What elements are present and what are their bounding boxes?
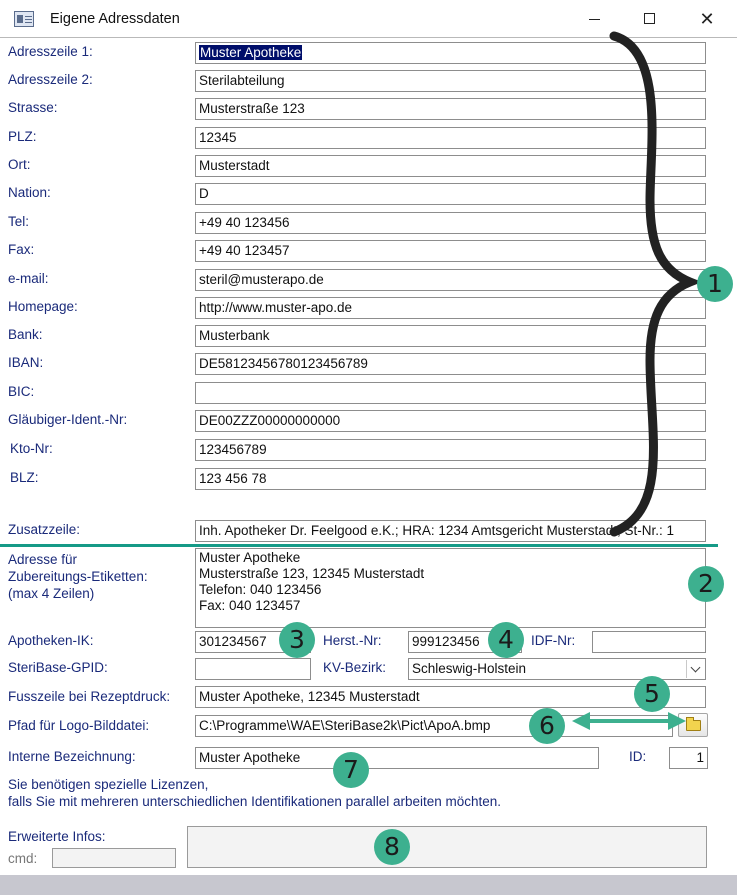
herst-nr-label: Herst.-Nr: — [323, 633, 382, 648]
lizenz-hinweis-line: falls Sie mit mehreren unterschiedlichen Identifikationen parallel arbeiten möchten. — [8, 794, 502, 809]
herst-nr-field[interactable]: 999123456 — [408, 631, 522, 653]
apotheken-ik-label: Apotheken-IK: — [8, 633, 94, 648]
fax-field[interactable]: +49 40 123457 — [195, 240, 706, 262]
bank-field[interactable]: Musterbank — [195, 325, 706, 347]
adresse-etiketten-label-line: Zubereitungs-Etiketten: — [8, 569, 148, 584]
steribase-gpid-label: SteriBase-GPID: — [8, 660, 108, 675]
id-label: ID: — [629, 749, 647, 764]
adresse-etiketten-line: Telefon: 040 123456 — [199, 582, 322, 597]
zusatzzeile-field[interactable]: Inh. Apotheker Dr. Feelgood e.K.; HRA: 1234 Amtsgericht Musterstadt; St-Nr.: 1 — [195, 520, 706, 542]
kv-bezirk-label: KV-Bezirk: — [323, 660, 387, 675]
adresszeile2-field[interactable]: Sterilabteilung — [195, 70, 706, 92]
ort-field[interactable]: Musterstadt — [195, 155, 706, 177]
kv-bezirk-value: Schleswig-Holstein — [412, 661, 527, 676]
logo-pfad-label: Pfad für Logo-Bilddatei: — [8, 718, 150, 733]
lizenz-hinweis-line: Sie benötigen spezielle Lizenzen, — [8, 777, 209, 792]
blz-label: BLZ: — [10, 470, 39, 485]
iban-label: IBAN: — [8, 355, 44, 370]
strasse-label: Strasse: — [8, 100, 58, 115]
nation-label: Nation: — [8, 185, 51, 200]
homepage-label: Homepage: — [8, 299, 78, 314]
close-icon: ✕ — [699, 9, 715, 29]
plz-field[interactable]: 12345 — [195, 127, 706, 149]
window-title: Eigene Adressdaten — [50, 11, 180, 27]
interne-bezeichnung-label: Interne Bezeichnung: — [8, 749, 136, 764]
ort-label: Ort: — [8, 157, 31, 172]
plz-label: PLZ: — [8, 129, 37, 144]
tel-label: Tel: — [8, 214, 30, 229]
interne-bezeichnung-field[interactable]: Muster Apotheke — [195, 747, 599, 769]
cmd-label: cmd: — [8, 851, 38, 866]
apotheken-ik-field[interactable]: 301234567 — [195, 631, 311, 653]
fusszeile-label: Fusszeile bei Rezeptdruck: — [8, 689, 171, 704]
adresszeile2-label: Adresszeile 2: — [8, 72, 93, 87]
adresse-etiketten-line: Fax: 040 123457 — [199, 598, 301, 613]
nation-field[interactable]: D — [195, 183, 706, 205]
tel-field[interactable]: +49 40 123456 — [195, 212, 706, 234]
annotation-badge-7: 7 — [333, 752, 369, 788]
annotation-badge-3: 3 — [279, 622, 315, 658]
adresse-etiketten-label-line: (max 4 Zeilen) — [8, 586, 95, 601]
iban-field[interactable]: DE58123456780123456789 — [195, 353, 706, 375]
adresszeile1-value: Muster Apotheke — [200, 45, 302, 60]
fax-label: Fax: — [8, 242, 35, 257]
logo-pfad-field[interactable]: C:\Programme\WAE\SteriBase2k\Pict\ApoA.bmp — [195, 715, 673, 737]
bank-label: Bank: — [8, 327, 43, 342]
adresse-etiketten-label-line: Adresse für — [8, 552, 78, 567]
annotation-badge-8: 8 — [374, 829, 410, 865]
fusszeile-field[interactable]: Muster Apotheke, 12345 Musterstadt — [195, 686, 706, 708]
annotation-badge-1: 1 — [697, 266, 733, 302]
bic-label: BIC: — [8, 384, 35, 399]
annotation-badge-5: 5 — [634, 676, 670, 712]
blz-field[interactable]: 123 456 78 — [195, 468, 706, 490]
annotation-badge-2: 2 — [688, 566, 724, 602]
double-arrow-shape — [572, 712, 686, 730]
email-field[interactable]: steril@musterapo.de — [195, 269, 706, 291]
homepage-field[interactable]: http://www.muster-apo.de — [195, 297, 706, 319]
adresse-etiketten-line: Musterstraße 123, 12345 Musterstadt — [199, 566, 425, 581]
adresszeile1-label: Adresszeile 1: — [8, 44, 93, 59]
erweiterte-infos-label: Erweiterte Infos: — [8, 829, 106, 844]
id-field[interactable]: 1 — [669, 747, 708, 769]
curly-brace-shape — [614, 36, 690, 532]
glaeubiger-label: Gläubiger-Ident.-Nr: — [8, 412, 128, 427]
idf-nr-label: IDF-Nr: — [531, 633, 576, 648]
ktonr-field[interactable]: 123456789 — [195, 439, 706, 461]
glaeubiger-field[interactable]: DE00ZZZ00000000000 — [195, 410, 706, 432]
email-label: e-mail: — [8, 271, 49, 286]
zusatzzeile-label: Zusatzzeile: — [8, 522, 81, 537]
adresse-etiketten-line: Muster Apotheke — [199, 550, 301, 565]
annotation-badge-4: 4 — [488, 622, 524, 658]
ktonr-label: Kto-Nr: — [10, 441, 53, 456]
strasse-field[interactable]: Musterstraße 123 — [195, 98, 706, 120]
annotation-badge-6: 6 — [529, 708, 565, 744]
